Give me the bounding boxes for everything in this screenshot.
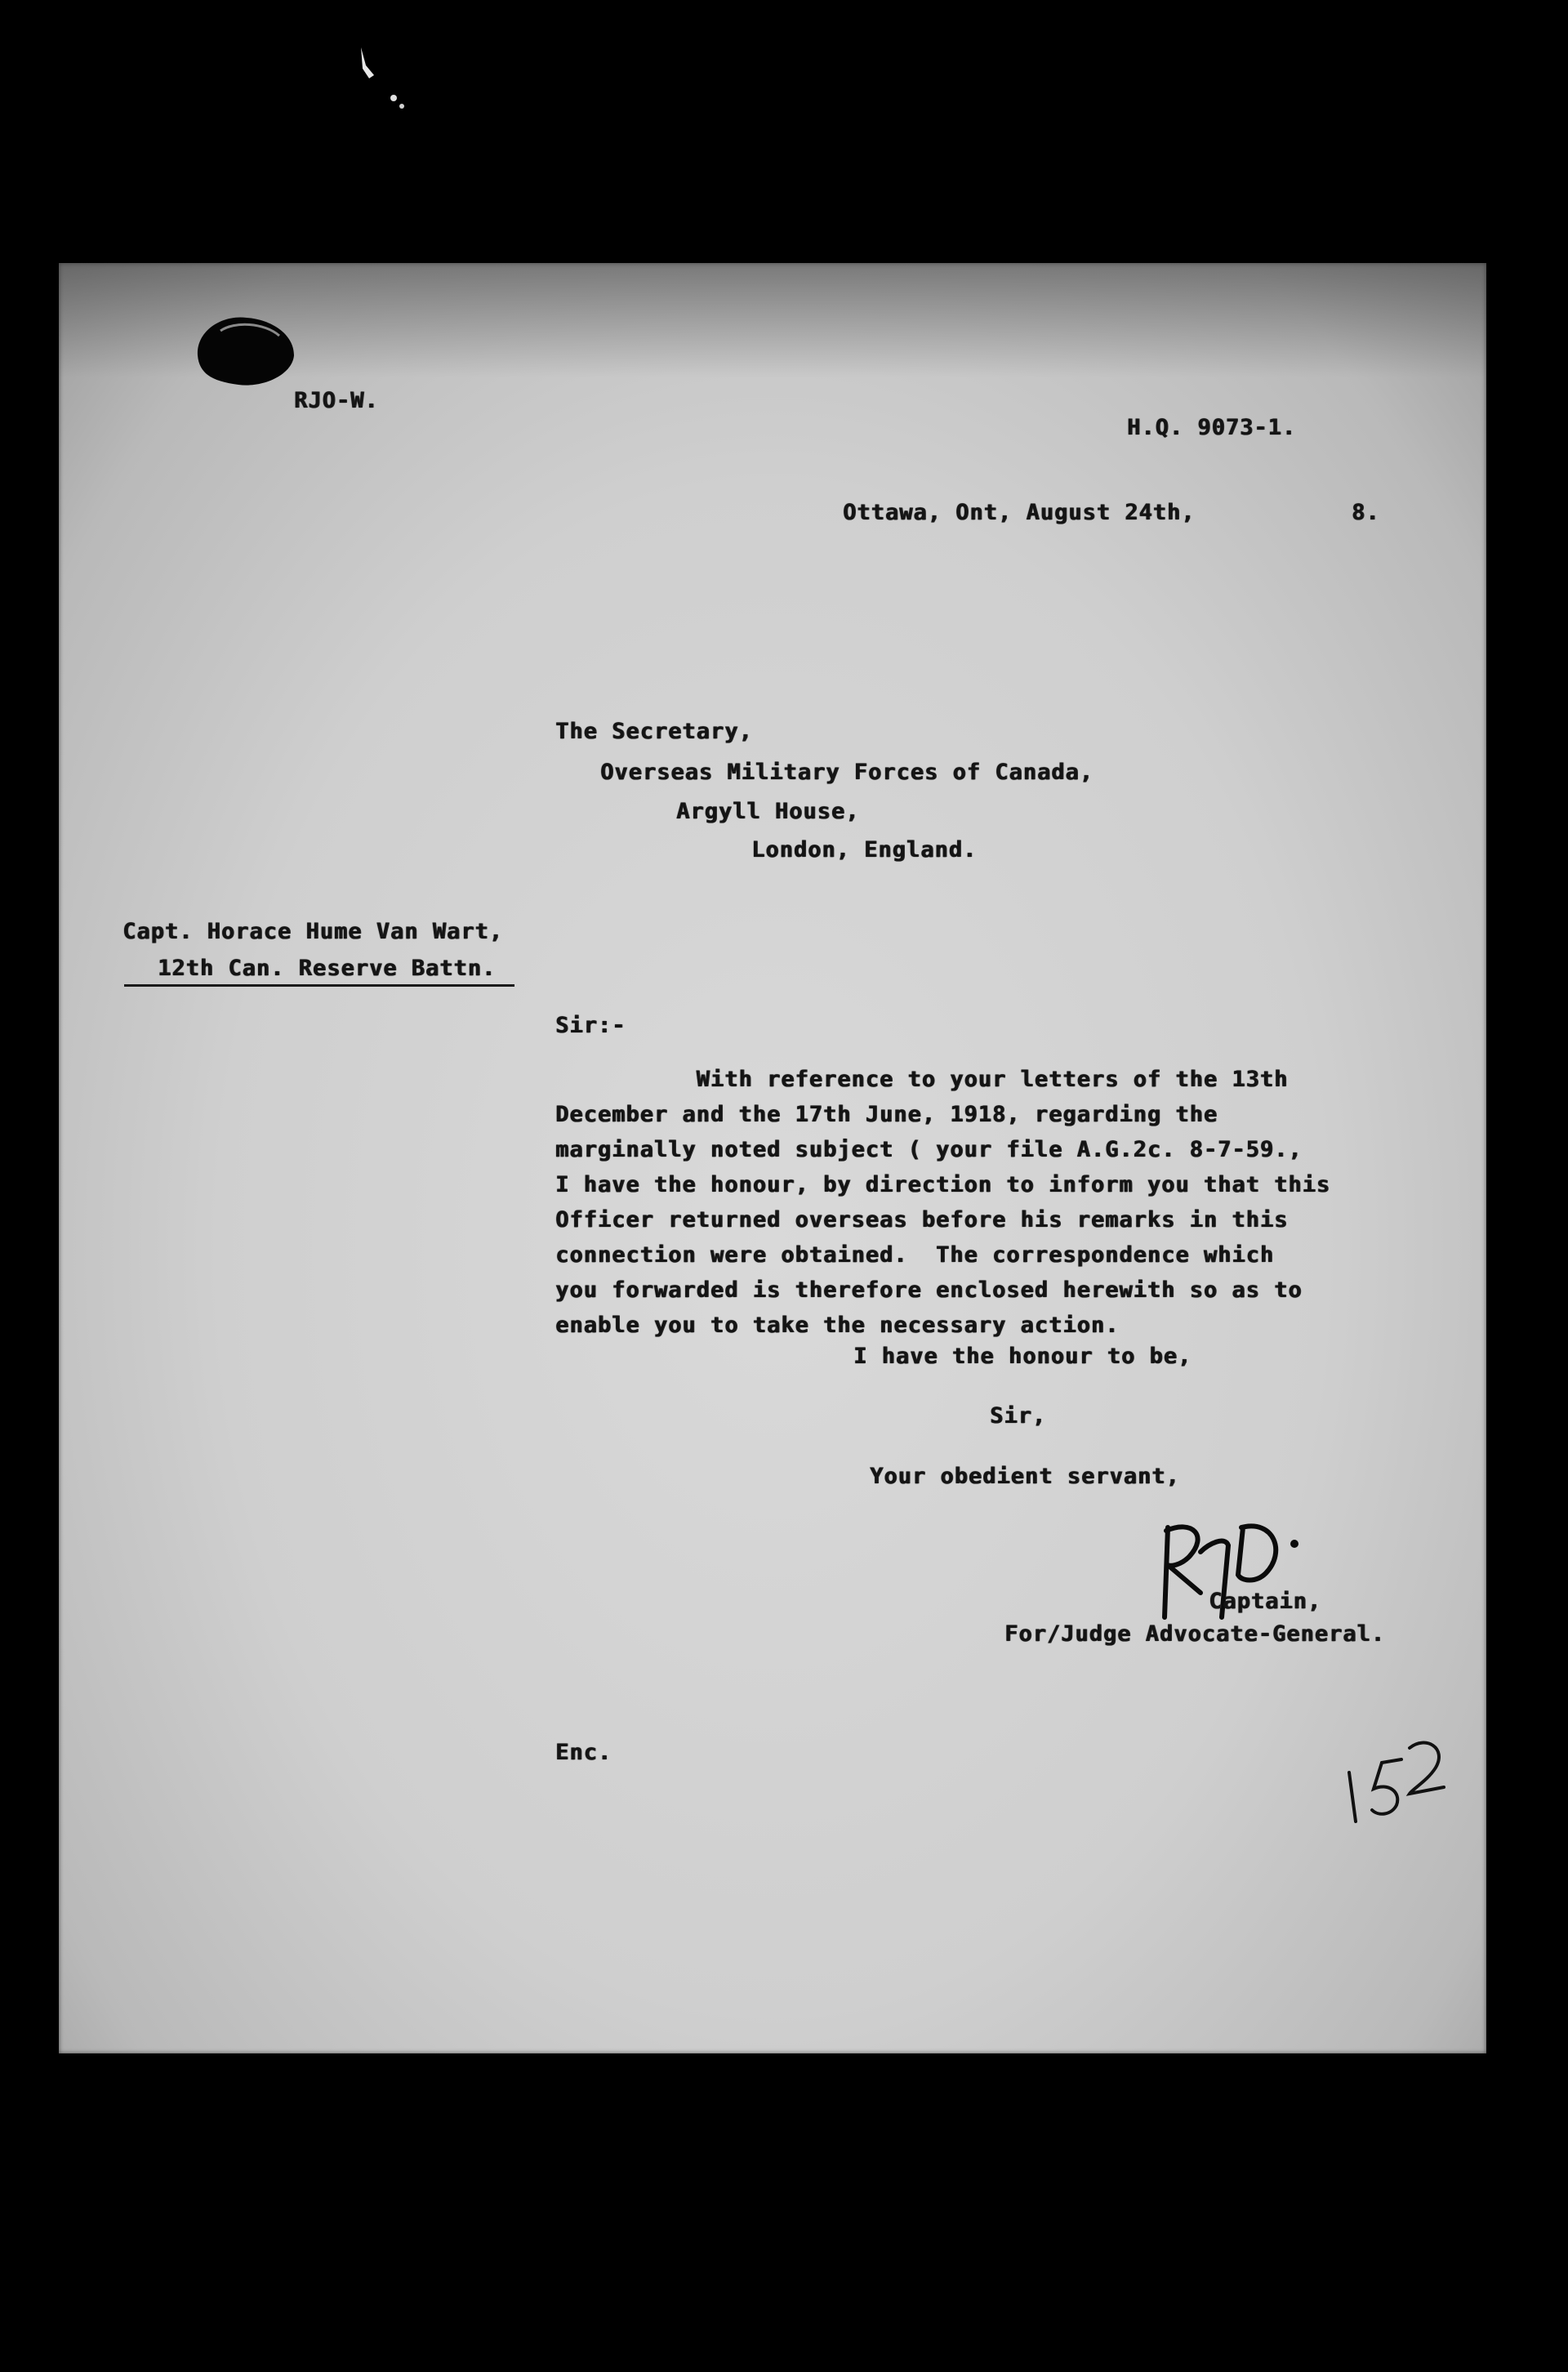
folio-number-handwritten — [1331, 1723, 1454, 1846]
reference-right: H.Q. 9073-1. — [1127, 415, 1297, 440]
body-line: marginally noted subject ( your file A.G.2c. 8-7-59., — [555, 1137, 1303, 1162]
body-line: I have the honour, by direction to inform you that this — [555, 1172, 1331, 1197]
signature-rank: Captain, — [1209, 1589, 1322, 1614]
letter-body — [555, 1062, 1372, 1343]
body-line: Officer returned overseas before his remarks in this — [555, 1207, 1289, 1233]
closing-line-1: I have the honour to be, — [853, 1344, 1192, 1369]
enclosure-note: Enc. — [555, 1740, 612, 1765]
recipient-line-4: London, England. — [751, 837, 978, 863]
punch-hole-blot — [189, 306, 304, 396]
margin-note-line-1: Capt. Horace Hume Van Wart, — [122, 919, 503, 944]
recipient-line-3: Argyll House, — [676, 799, 860, 824]
place-date: Ottawa, Ont, August 24th, — [843, 500, 1196, 525]
closing-line-3: Your obedient servant, — [870, 1464, 1180, 1489]
margin-note-underline — [124, 984, 514, 987]
recipient-line-1: The Secretary, — [555, 719, 753, 744]
reference-left: RJO-W. — [294, 388, 379, 413]
closing-line-2: Sir, — [990, 1403, 1047, 1429]
scan-dust-specks — [351, 41, 416, 114]
body-line: connection were obtained. The correspondence which — [555, 1242, 1275, 1268]
salutation: Sir:- — [555, 1013, 626, 1038]
year-suffix: 8. — [1352, 500, 1380, 525]
margin-note-line-2: 12th Can. Reserve Battn. — [158, 956, 497, 981]
body-line: you forwarded is therefore enclosed herewith so as to — [555, 1277, 1303, 1303]
signature-title: For/Judge Advocate-General. — [1004, 1621, 1385, 1647]
body-line: With reference to your letters of the 13th — [555, 1067, 1289, 1092]
recipient-line-2: Overseas Military Forces of Canada, — [600, 760, 1094, 785]
body-line: December and the 17th June, 1918, regarding the — [555, 1102, 1218, 1127]
body-line: enable you to take the necessary action. — [555, 1313, 1120, 1338]
